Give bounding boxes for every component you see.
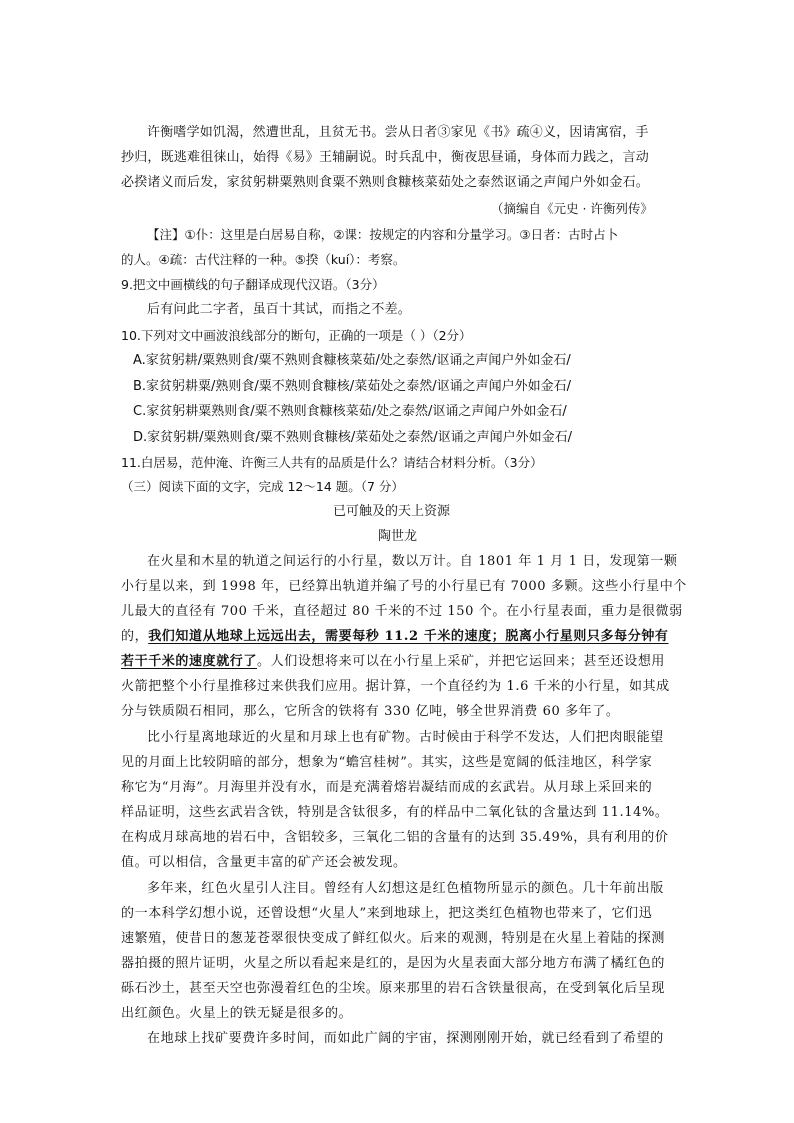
question-11-stem: 11.白居易，范仲淹、许衡三人共有的品质是什么？请结合材料分析。（3分） (121, 455, 543, 470)
passage-line-3: 必揆诸义而后发，家贫躬耕粟熟则食粟不熟则食糠核菜茹处之泰然讴诵之声闻户外如金石。 (121, 175, 650, 190)
question-9-stem: 9.把文中画横线的句子翻译成现代汉语。（3分） (121, 277, 385, 292)
article-p1-line-6: 火箭把整个小行星推移过来供我们应用。据计算，一个直径约为 1.6 千米的小行星，如其成 (121, 679, 670, 694)
article-title: 已可触及的天上资源 (333, 504, 451, 519)
article-p1-line-5 (121, 652, 665, 672)
question-9-sentence: 后有问此二字者，虽百十其试，而指之不差。 (147, 302, 412, 317)
article-p2-line-4: 样品证明，这些玄武岩含铁，特别是含钛很多，有的样品中二氧化钛的含量达到 11.14%。 (121, 805, 669, 820)
article-p3-line-6: 出红颜色。火星上的铁无疑是很多的。 (121, 1006, 353, 1021)
article-underlined-sentence-part-1: 我们知道从地球上远远出去，需要每秒 11.2 千米的速度；脱离小行星则只多每分钟有 (148, 629, 669, 644)
question-10-option-b: B.家贫躬耕粟/熟则食/粟不熟则食糠核/菜茹处之泰然/讴诵之声闻户外如金石/ (133, 379, 571, 394)
article-p2-line-5: 在构成月球高地的岩石中，含铝较多，三氧化二铝的含量有的达到 35.49%，具有利用的价 (121, 830, 669, 845)
article-p1-line-1: 在火星和木星的轨道之间运行的小行星，数以万计。自 1801 年 1 月 1 日，发现第一颗 (147, 554, 678, 569)
question-10-option-d: D.家贫躬耕/粟熟则食/粟不熟则食糠核/菜茹处之泰然/讴诵之声闻户外如金石/ (133, 430, 573, 445)
passage-source: （摘编自《元史 · 许衡列传》 (491, 201, 653, 216)
article-p2-line-2: 见的月面上比较阴暗的部分，想象为“蟾宫桂树”。其实，这些是宽阔的低洼地区，科学家 (121, 755, 653, 770)
article-p3-line-4: 器拍摄的照片证明，火星之所以看起来是红的，是因为火星表面大部分地方布满了橘红色的 (121, 956, 666, 971)
question-10-option-a: A.家贫躬耕/粟熟则食/粟不熟则食糠核菜茹/处之泰然/讴诵之声闻户外如金石/ (133, 353, 571, 368)
article-underlined-sentence-part-2: 若干千米的速度就行了 (121, 654, 258, 669)
question-10-stem: 10.下列对文中画波浪线部分的断句，正确的一项是（ ）（2分） (121, 328, 472, 343)
article-p2-line-6: 值。可以相信，含量更丰富的矿产还会被发现。 (121, 855, 407, 870)
article-author: 陶世龙 (378, 529, 418, 544)
article-p1-line-7: 分与铁质陨石相同，那么，它所含的铁将有 330 亿吨，够全世界消费 60 多年了。 (121, 704, 620, 719)
article-p1-line-3: 儿最大的直径有 700 千米，直径超过 80 千米的不过 150 个。在小行星表面，重力是很微弱 (121, 604, 683, 619)
article-p3-line-2: 的一本科学幻想小说，还曾设想“火星人”来到地球上，把这类红色植物也带来了，它们迅 (121, 906, 653, 921)
article-p1-line-2: 小行星以来，到 1998 年，已经算出轨道并编了号的小行星已有 7000 多颗。这些小行星中个 (121, 579, 687, 594)
article-p4-line-1: 在地球上找矿要费许多时间，而如此广阔的宇宙，探测刚刚开始，就已经看到了希望的 (147, 1031, 664, 1046)
article-p2-line-1: 比小行星离地球近的火星和月球上也有矿物。古时候由于科学不发达，人们把肉眼能望 (147, 730, 664, 745)
article-p2-line-3: 称它为“月海”。月海里并没有水，而是充满着熔岩凝结而成的玄武岩。从月球上采回来的 (121, 780, 653, 795)
notes-line-1: 【注】①仆：这里是白居易自称，②课：按规定的内容和分量学习。③日者：古时占卜 (147, 227, 619, 242)
article-p1-line-5-plain: 。人们设想将来可以在小行星上采矿，并把它运回来；甚至还设想用 (257, 654, 666, 669)
passage-line-1: 许衡嗜学如饥渴，然遭世乱，且贫无书。尝从日者③家见《书》疏④义，因请寓宿，手 (147, 125, 649, 140)
article-p3-line-3: 速繁殖，使昔日的葱茏苍翠很快变成了鲜红似火。后来的观测，特别是在火星上着陆的探测 (121, 931, 666, 946)
article-p3-line-5: 砾石沙土，甚至天空也弥漫着红色的尘埃。原来那里的岩石含铁量很高，在受到氧化后呈现 (121, 981, 666, 996)
passage-line-2: 抄归，既逃难徂徕山，始得《易》王辅嗣说。时兵乱中，衡夜思昼诵，身体而力践之，言动 (121, 150, 650, 165)
article-p1-line-4 (121, 627, 669, 647)
article-p1-line-4-plain: 的， (121, 629, 149, 644)
notes-line-2: 的人。④疏：古代注释的一种。⑤揆（kuí）：考察。 (121, 252, 406, 267)
section-3-header: （三）阅读下面的文字，完成 12～14 题。（7 分） (121, 479, 404, 494)
question-10-option-c: C.家贫躬耕粟熟则食/粟不熟则食糠核菜茹/处之泰然/讴诵之声闻户外如金石/ (133, 404, 567, 419)
article-p3-line-1: 多年来，红色火星引人注目。曾经有人幻想这是红色植物所显示的颜色。几十年前出版 (147, 881, 664, 896)
